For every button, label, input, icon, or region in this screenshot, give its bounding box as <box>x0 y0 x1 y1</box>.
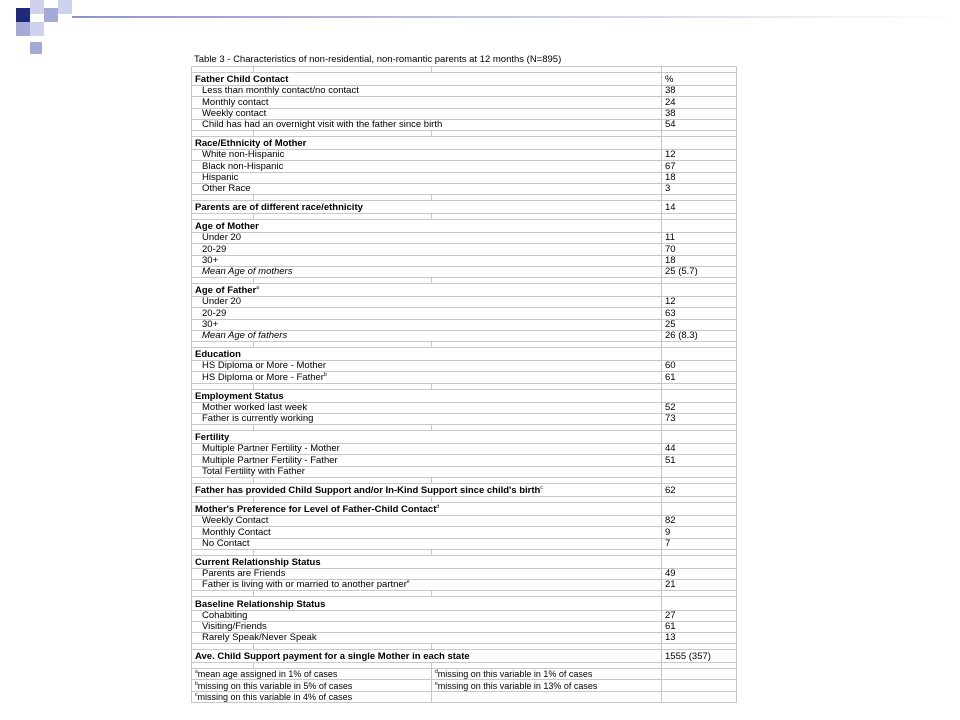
row-label: Cohabiting <box>202 609 248 621</box>
table-row <box>192 97 737 108</box>
footnote-row <box>192 680 737 691</box>
row-value <box>662 431 737 444</box>
row-value <box>662 284 737 297</box>
table-row <box>192 455 737 466</box>
row-value: 18 <box>662 255 737 266</box>
deco-gradient-bar <box>72 16 960 18</box>
row-label: Under 20 <box>202 232 242 244</box>
footnote-row <box>192 691 737 702</box>
table-row <box>192 233 737 244</box>
footnote-marker: e <box>406 579 410 586</box>
row-label: Mother worked last week <box>202 401 308 413</box>
deco-square-light-2 <box>58 0 72 14</box>
section-heading-row <box>192 200 737 213</box>
row-label: Multiple Partner Fertility - Mother <box>202 443 340 455</box>
deco-square-light-1 <box>30 0 44 14</box>
row-label: Mean Age of mothers <box>202 266 293 277</box>
footnote: $^c$missing on this variable in 4% of cases <box>192 691 432 702</box>
section-heading: Age of Father <box>195 285 257 297</box>
row-value: 18 <box>662 172 737 183</box>
table-row <box>192 297 737 308</box>
row-value <box>662 347 737 360</box>
deco-square-light-3 <box>30 22 44 36</box>
deco-square-navy-1 <box>16 8 30 22</box>
row-label: 20-29 <box>202 243 227 255</box>
row-label: Father is living with or married to another partner <box>202 579 407 591</box>
row-value: 61 <box>662 621 737 632</box>
section-heading-row <box>192 389 737 402</box>
row-value: 1555 (357) <box>662 650 737 663</box>
row-value <box>662 220 737 233</box>
table-row <box>192 255 737 266</box>
deco-square-lavender-3 <box>30 42 42 54</box>
row-value: 26 (8.3) <box>662 330 737 341</box>
row-label: Multiple Partner Fertility - Father <box>202 454 338 466</box>
table-row <box>192 266 737 277</box>
footnote-row <box>192 669 737 680</box>
row-value: 67 <box>662 161 737 172</box>
table-row <box>192 413 737 424</box>
row-label: Parents are Friends <box>202 568 286 580</box>
row-value: 25 <box>662 319 737 330</box>
row-value: 54 <box>662 119 737 130</box>
table-row <box>192 172 737 183</box>
table-caption: Table 3 - Characteristics of non-residential, non-romantic parents at 12 months (N=895) <box>194 54 562 65</box>
table-row <box>192 527 737 538</box>
row-value: 38 <box>662 108 737 119</box>
row-value <box>662 466 737 477</box>
row-value: 70 <box>662 244 737 255</box>
section-heading-row <box>192 136 737 149</box>
table-row <box>192 516 737 527</box>
table-row <box>192 444 737 455</box>
row-label: HS Diploma or More - Mother <box>202 360 327 372</box>
table-row <box>192 621 737 632</box>
row-label: Monthly contact <box>202 96 269 108</box>
row-value: 82 <box>662 516 737 527</box>
table-row <box>192 466 737 477</box>
row-value <box>662 503 737 516</box>
footnote-marker: a <box>256 285 260 292</box>
row-label: 30+ <box>202 254 219 266</box>
section-heading: Baseline Relationship Status <box>195 598 326 610</box>
section-heading: Age of Mother <box>195 221 259 233</box>
table-row <box>192 330 737 341</box>
row-label: Weekly Contact <box>202 515 269 527</box>
row-value: 73 <box>662 413 737 424</box>
row-label: Under 20 <box>202 296 242 308</box>
table-row <box>192 86 737 97</box>
section-heading: Race/Ethnicity of Mother <box>195 138 307 150</box>
row-value: 12 <box>662 150 737 161</box>
table-row <box>192 119 737 130</box>
row-label: No Contact <box>202 537 250 549</box>
row-value: 60 <box>662 361 737 372</box>
row-label: White non-Hispanic <box>202 149 285 161</box>
row-label: 30+ <box>202 318 219 330</box>
section-heading: Father has provided Child Support and/or In-Kind Support since child's birth <box>195 485 541 496</box>
table-row <box>192 538 737 549</box>
table-row <box>192 308 737 319</box>
row-value: 61 <box>662 372 737 383</box>
section-heading-row <box>192 220 737 233</box>
table-row <box>192 319 737 330</box>
section-heading-row <box>192 503 737 516</box>
characteristics-table <box>191 66 737 703</box>
footnote-marker: d <box>436 504 440 511</box>
row-value: 38 <box>662 86 737 97</box>
table-row <box>192 402 737 413</box>
deco-square-lavender-2 <box>16 22 30 36</box>
section-heading-row <box>192 650 737 663</box>
row-label: Black non-Hispanic <box>202 160 284 172</box>
table-row <box>192 580 737 591</box>
row-label: Hispanic <box>202 171 239 183</box>
row-value: 27 <box>662 610 737 621</box>
table-row <box>192 161 737 172</box>
row-label: Less than monthly contact/no contact <box>202 85 359 97</box>
footnote: $^e$missing on this variable in 13% of cases <box>432 680 662 691</box>
row-label: Weekly contact <box>202 107 267 119</box>
row-value: 13 <box>662 632 737 643</box>
section-heading: Current Relationship Status <box>195 556 321 568</box>
row-value <box>662 555 737 568</box>
footnote-marker: b <box>323 371 327 378</box>
footnote-marker: c <box>540 485 543 491</box>
footnote: $^a$mean age assigned in 1% of cases <box>192 669 432 680</box>
row-value: 51 <box>662 455 737 466</box>
section-heading-row <box>192 73 737 86</box>
row-value: 11 <box>662 233 737 244</box>
section-heading: Father Child Contact <box>195 74 289 86</box>
table-row <box>192 372 737 383</box>
row-value: 49 <box>662 568 737 579</box>
row-value: 14 <box>662 200 737 213</box>
row-label: Other Race <box>202 182 251 194</box>
footnote: $^d$missing on this variable in 1% of cases <box>432 669 662 680</box>
row-label: Monthly Contact <box>202 526 271 538</box>
table-row <box>192 244 737 255</box>
section-heading-row <box>192 597 737 610</box>
row-label: Father is currently working <box>202 413 314 425</box>
section-heading: Fertility <box>195 432 230 444</box>
section-heading-row <box>192 555 737 568</box>
row-value <box>662 389 737 402</box>
row-value <box>662 136 737 149</box>
row-label: HS Diploma or More - Father <box>202 371 324 383</box>
row-value: 44 <box>662 444 737 455</box>
row-label: Child has had an overnight visit with the father since birth <box>202 118 443 130</box>
table-row <box>192 183 737 194</box>
table-row <box>192 568 737 579</box>
row-value: 62 <box>662 483 737 496</box>
section-heading-row <box>192 347 737 360</box>
section-heading-row <box>192 284 737 297</box>
table-row <box>192 610 737 621</box>
data-table-container <box>191 53 736 703</box>
row-value: 21 <box>662 580 737 591</box>
section-heading: Employment Status <box>195 390 284 402</box>
table-row <box>192 108 737 119</box>
row-value: 24 <box>662 97 737 108</box>
row-value: 25 (5.7) <box>662 266 737 277</box>
row-label: Total Fertility with Father <box>202 465 305 477</box>
table-row <box>192 361 737 372</box>
section-heading-row <box>192 431 737 444</box>
row-value: 12 <box>662 297 737 308</box>
section-heading: Ave. Child Support payment for a single Mother in each state <box>195 651 470 663</box>
table-row <box>192 632 737 643</box>
footnote <box>432 691 662 702</box>
section-heading: Mother's Preference for Level of Father-Child Contact <box>195 504 437 516</box>
row-value: 63 <box>662 308 737 319</box>
footnote: $^b$missing on this variable in 5% of cases <box>192 680 432 691</box>
section-heading: Education <box>195 349 241 361</box>
row-value: % <box>662 73 737 86</box>
section-heading: Parents are of different race/ethnicity <box>195 202 363 214</box>
row-label: Rarely Speak/Never Speak <box>202 632 317 644</box>
row-label: Mean Age of fathers <box>202 329 288 341</box>
row-label: Visiting/Friends <box>202 620 267 632</box>
row-value: 3 <box>662 183 737 194</box>
row-value <box>662 597 737 610</box>
section-heading-row <box>192 483 737 496</box>
table-row <box>192 150 737 161</box>
deco-square-lavender-1 <box>44 8 58 22</box>
row-value: 52 <box>662 402 737 413</box>
row-value: 9 <box>662 527 737 538</box>
row-label: 20-29 <box>202 307 227 319</box>
row-value: 7 <box>662 538 737 549</box>
